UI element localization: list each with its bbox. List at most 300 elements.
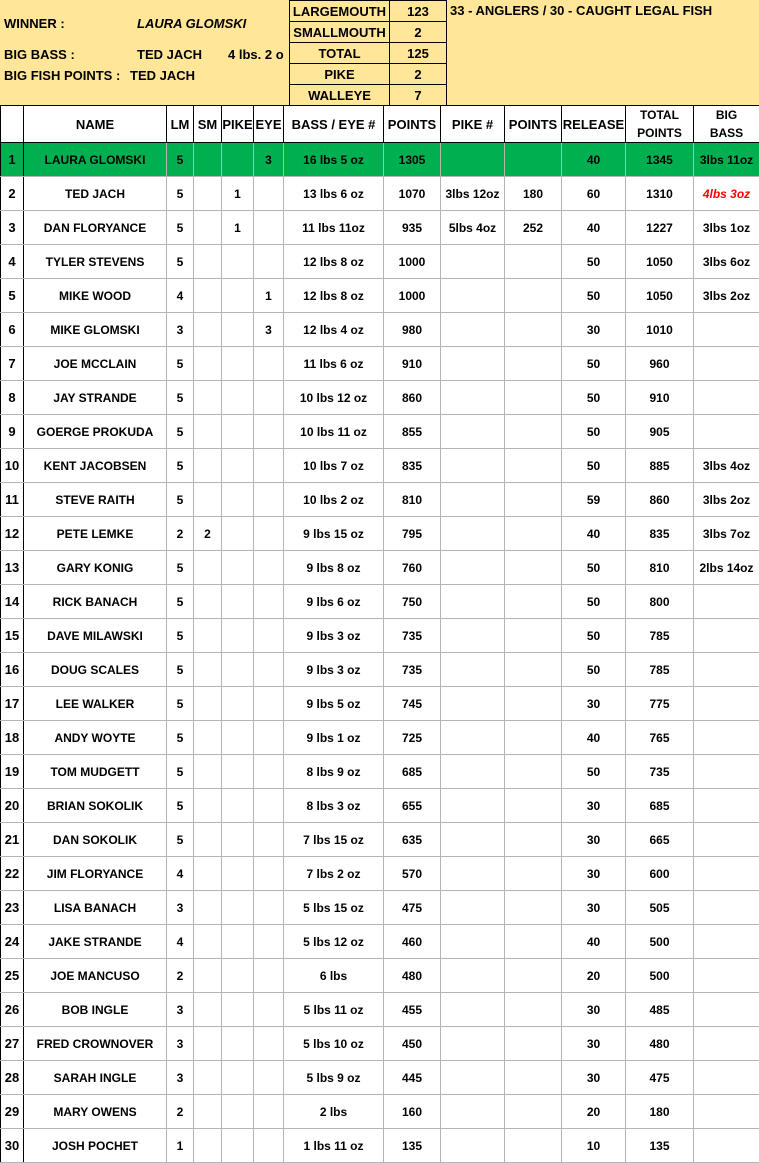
release-cell: 50 <box>562 347 626 381</box>
pike-weight-cell <box>441 415 505 449</box>
angler-name-cell: GARY KONIG <box>24 551 167 585</box>
eye-count-cell <box>254 755 284 789</box>
pike-weight-cell <box>441 279 505 313</box>
total-points-cell: 775 <box>626 687 694 721</box>
pike-count-cell <box>222 143 254 177</box>
total-points-cell: 765 <box>626 721 694 755</box>
sm-cell <box>194 177 222 211</box>
points-cell: 450 <box>384 1027 441 1061</box>
table-row <box>1 551 759 585</box>
big-bass-cell <box>694 823 759 857</box>
bass-weight-cell: 9 lbs 3 oz <box>284 653 384 687</box>
bass-weight-cell: 5 lbs 9 oz <box>284 1061 384 1095</box>
sm-cell <box>194 959 222 993</box>
eye-count-cell <box>254 891 284 925</box>
pike-points-cell <box>505 279 562 313</box>
pike-weight-cell <box>441 721 505 755</box>
pike-count-cell <box>222 755 254 789</box>
lm-cell: 5 <box>167 619 194 653</box>
bass-weight-cell: 11 lbs 6 oz <box>284 347 384 381</box>
rank-cell: 25 <box>1 959 24 993</box>
lm-cell: 4 <box>167 279 194 313</box>
rank-header <box>1 106 24 143</box>
eye-count-cell <box>254 449 284 483</box>
sm-cell <box>194 619 222 653</box>
table-row <box>1 925 759 959</box>
eye-count-cell <box>254 959 284 993</box>
points-cell: 685 <box>384 755 441 789</box>
summary-label: WALLEYE <box>290 85 390 106</box>
summary-label: LARGEMOUTH <box>290 1 390 22</box>
release-cell: 10 <box>562 1129 626 1163</box>
total-points-cell: 835 <box>626 517 694 551</box>
rank-cell: 24 <box>1 925 24 959</box>
table-row <box>1 1027 759 1061</box>
release-cell: 50 <box>562 279 626 313</box>
total-points-cell: 600 <box>626 857 694 891</box>
release-cell: 30 <box>562 313 626 347</box>
eye-count-cell <box>254 381 284 415</box>
angler-name-cell: PETE LEMKE <box>24 517 167 551</box>
points-cell: 760 <box>384 551 441 585</box>
table-row <box>1 1061 759 1095</box>
table-row <box>1 415 759 449</box>
lm-cell: 4 <box>167 925 194 959</box>
points-cell: 735 <box>384 619 441 653</box>
points-cell: 745 <box>384 687 441 721</box>
points-cell: 570 <box>384 857 441 891</box>
bass-eye-header: BASS / EYE # <box>284 106 384 143</box>
angler-name-cell: ANDY WOYTE <box>24 721 167 755</box>
pike-weight-cell <box>441 789 505 823</box>
rank-cell: 8 <box>1 381 24 415</box>
name-header: NAME <box>24 106 167 143</box>
angler-name-cell: LEE WALKER <box>24 687 167 721</box>
bass-weight-cell: 9 lbs 6 oz <box>284 585 384 619</box>
release-cell: 30 <box>562 891 626 925</box>
angler-name-cell: JOSH POCHET <box>24 1129 167 1163</box>
big-fish-points-label: BIG FISH POINTS : <box>4 68 120 83</box>
release-cell: 30 <box>562 993 626 1027</box>
total-points-cell: 685 <box>626 789 694 823</box>
points-cell: 795 <box>384 517 441 551</box>
total-points-header-line2: POINTS <box>637 126 682 140</box>
summary-row-largemouth <box>290 1 447 22</box>
total-points-cell: 480 <box>626 1027 694 1061</box>
big-bass-cell <box>694 381 759 415</box>
release-header: RELEASE <box>562 106 626 143</box>
pike-weight-cell <box>441 653 505 687</box>
sm-cell <box>194 823 222 857</box>
eye-count-cell: 3 <box>254 143 284 177</box>
eye-count-cell <box>254 483 284 517</box>
summary-row-pike <box>290 64 447 85</box>
pike-weight-cell <box>441 483 505 517</box>
lm-cell: 5 <box>167 585 194 619</box>
rank-cell: 12 <box>1 517 24 551</box>
pike-points-cell <box>505 1027 562 1061</box>
release-cell: 40 <box>562 925 626 959</box>
table-row <box>1 143 759 177</box>
pike-count-cell <box>222 993 254 1027</box>
table-row <box>1 653 759 687</box>
pike-weight-cell <box>441 925 505 959</box>
points-cell: 855 <box>384 415 441 449</box>
rank-cell: 30 <box>1 1129 24 1163</box>
lm-cell: 3 <box>167 1027 194 1061</box>
pike-points-cell <box>505 925 562 959</box>
total-points-cell: 500 <box>626 959 694 993</box>
points-cell: 750 <box>384 585 441 619</box>
total-points-cell: 485 <box>626 993 694 1027</box>
pike-weight-cell <box>441 143 505 177</box>
bass-weight-cell: 5 lbs 12 oz <box>284 925 384 959</box>
release-cell: 50 <box>562 653 626 687</box>
sm-cell <box>194 449 222 483</box>
sm-cell <box>194 721 222 755</box>
eye-count-cell <box>254 347 284 381</box>
bass-weight-cell: 13 lbs 6 oz <box>284 177 384 211</box>
bass-weight-cell: 8 lbs 3 oz <box>284 789 384 823</box>
total-points-cell: 500 <box>626 925 694 959</box>
total-points-cell: 475 <box>626 1061 694 1095</box>
angler-name-cell: MARY OWENS <box>24 1095 167 1129</box>
eye-count-cell <box>254 211 284 245</box>
results-header-row <box>1 106 759 143</box>
sm-cell <box>194 585 222 619</box>
pike-count-cell <box>222 551 254 585</box>
eye-count-cell <box>254 619 284 653</box>
total-points-cell: 910 <box>626 381 694 415</box>
angler-name-cell: TOM MUDGETT <box>24 755 167 789</box>
angler-name-cell: BRIAN SOKOLIK <box>24 789 167 823</box>
points-cell: 1000 <box>384 279 441 313</box>
total-points-cell: 785 <box>626 653 694 687</box>
pike-weight-cell <box>441 1027 505 1061</box>
pike-weight-cell <box>441 857 505 891</box>
table-row <box>1 313 759 347</box>
pike-count-cell <box>222 415 254 449</box>
pike-weight-cell <box>441 619 505 653</box>
pike-count-cell <box>222 449 254 483</box>
big-bass-header-line2: BASS <box>710 126 743 140</box>
big-bass-cell <box>694 721 759 755</box>
angler-name-cell: MIKE GLOMSKI <box>24 313 167 347</box>
angler-name-cell: DAVE MILAWSKI <box>24 619 167 653</box>
eye-count-cell <box>254 925 284 959</box>
pike-points-cell <box>505 1095 562 1129</box>
total-points-header <box>626 106 694 143</box>
release-cell: 50 <box>562 585 626 619</box>
rank-cell: 22 <box>1 857 24 891</box>
big-bass-cell <box>694 347 759 381</box>
pike-points-cell <box>505 415 562 449</box>
catch-summary-table <box>289 0 447 105</box>
release-cell: 60 <box>562 177 626 211</box>
results-header <box>0 0 759 105</box>
sm-cell <box>194 789 222 823</box>
bass-weight-cell: 7 lbs 15 oz <box>284 823 384 857</box>
total-points-header-line1: TOTAL <box>640 108 679 122</box>
total-points-cell: 1010 <box>626 313 694 347</box>
points-header: POINTS <box>384 106 441 143</box>
angler-name-cell: TED JACH <box>24 177 167 211</box>
rank-cell: 18 <box>1 721 24 755</box>
table-row <box>1 619 759 653</box>
rank-cell: 17 <box>1 687 24 721</box>
angler-name-cell: GOERGE PROKUDA <box>24 415 167 449</box>
table-row <box>1 483 759 517</box>
rank-cell: 10 <box>1 449 24 483</box>
big-bass-cell <box>694 925 759 959</box>
big-bass-cell: 3lbs 1oz <box>694 211 759 245</box>
table-row <box>1 517 759 551</box>
pike-weight-cell <box>441 993 505 1027</box>
release-cell: 40 <box>562 517 626 551</box>
pike-points-cell <box>505 1129 562 1163</box>
sm-cell <box>194 891 222 925</box>
eye-count-cell <box>254 653 284 687</box>
summary-value: 2 <box>390 22 447 43</box>
rank-cell: 20 <box>1 789 24 823</box>
summary-row-smallmouth <box>290 22 447 43</box>
total-points-cell: 785 <box>626 619 694 653</box>
bass-weight-cell: 5 lbs 11 oz <box>284 993 384 1027</box>
pike-weight-cell <box>441 313 505 347</box>
lm-cell: 5 <box>167 823 194 857</box>
sm-cell <box>194 1061 222 1095</box>
eye-count-cell <box>254 789 284 823</box>
rank-cell: 4 <box>1 245 24 279</box>
bass-weight-cell: 16 lbs 5 oz <box>284 143 384 177</box>
sm-cell <box>194 1129 222 1163</box>
lm-cell: 2 <box>167 517 194 551</box>
sm-cell <box>194 925 222 959</box>
eye-count-cell <box>254 517 284 551</box>
eye-count-cell: 3 <box>254 313 284 347</box>
angler-name-cell: JOE MANCUSO <box>24 959 167 993</box>
points-cell: 135 <box>384 1129 441 1163</box>
total-points-cell: 905 <box>626 415 694 449</box>
bass-weight-cell: 5 lbs 15 oz <box>284 891 384 925</box>
total-points-cell: 800 <box>626 585 694 619</box>
total-points-cell: 1310 <box>626 177 694 211</box>
angler-name-cell: LISA BANACH <box>24 891 167 925</box>
pike-weight-cell <box>441 823 505 857</box>
total-points-cell: 665 <box>626 823 694 857</box>
total-points-cell: 1345 <box>626 143 694 177</box>
pike-points-cell <box>505 653 562 687</box>
summary-row-total <box>290 43 447 64</box>
points-cell: 1305 <box>384 143 441 177</box>
eye-count-cell <box>254 993 284 1027</box>
lm-cell: 3 <box>167 891 194 925</box>
table-row <box>1 279 759 313</box>
summary-value: 125 <box>390 43 447 64</box>
angler-name-cell: JAKE STRANDE <box>24 925 167 959</box>
angler-name-cell: BOB INGLE <box>24 993 167 1027</box>
lm-cell: 5 <box>167 721 194 755</box>
eye-count-cell <box>254 551 284 585</box>
big-bass-cell <box>694 959 759 993</box>
pike-weight-cell <box>441 891 505 925</box>
big-bass-cell <box>694 313 759 347</box>
lm-cell: 5 <box>167 347 194 381</box>
big-bass-header <box>694 106 759 143</box>
table-row <box>1 959 759 993</box>
sm-cell <box>194 551 222 585</box>
total-points-cell: 135 <box>626 1129 694 1163</box>
rank-cell: 19 <box>1 755 24 789</box>
angler-name-cell: TYLER STEVENS <box>24 245 167 279</box>
release-cell: 40 <box>562 143 626 177</box>
lm-cell: 3 <box>167 1061 194 1095</box>
angler-name-cell: JIM FLORYANCE <box>24 857 167 891</box>
rank-cell: 15 <box>1 619 24 653</box>
total-points-cell: 960 <box>626 347 694 381</box>
release-cell: 30 <box>562 1027 626 1061</box>
rank-cell: 27 <box>1 1027 24 1061</box>
rank-cell: 26 <box>1 993 24 1027</box>
pike-points-cell <box>505 789 562 823</box>
release-cell: 50 <box>562 381 626 415</box>
pike-header: PIKE <box>222 106 254 143</box>
bass-weight-cell: 12 lbs 8 oz <box>284 245 384 279</box>
big-bass-cell <box>694 1061 759 1095</box>
pike-count-cell <box>222 687 254 721</box>
release-cell: 50 <box>562 449 626 483</box>
bass-weight-cell: 10 lbs 7 oz <box>284 449 384 483</box>
big-bass-cell: 3lbs 2oz <box>694 279 759 313</box>
points-cell: 635 <box>384 823 441 857</box>
results-table <box>0 105 759 1163</box>
sm-cell <box>194 143 222 177</box>
pike-points-cell <box>505 313 562 347</box>
pike-points-cell <box>505 449 562 483</box>
lm-cell: 5 <box>167 211 194 245</box>
release-cell: 50 <box>562 619 626 653</box>
pike-weight-cell: 5lbs 4oz <box>441 211 505 245</box>
release-cell: 50 <box>562 551 626 585</box>
sm-cell: 2 <box>194 517 222 551</box>
big-bass-cell <box>694 1095 759 1129</box>
pike-points-cell <box>505 143 562 177</box>
total-points-cell: 735 <box>626 755 694 789</box>
release-cell: 30 <box>562 857 626 891</box>
pike-points-cell: 180 <box>505 177 562 211</box>
points-cell: 460 <box>384 925 441 959</box>
summary-value: 7 <box>390 85 447 106</box>
total-points-cell: 505 <box>626 891 694 925</box>
angler-name-cell: DAN SOKOLIK <box>24 823 167 857</box>
summary-label: PIKE <box>290 64 390 85</box>
big-bass-cell: 3lbs 2oz <box>694 483 759 517</box>
table-row <box>1 891 759 925</box>
pike-points-cell <box>505 517 562 551</box>
pike-count-cell <box>222 1129 254 1163</box>
eye-count-cell <box>254 1061 284 1095</box>
pike-weight-cell <box>441 687 505 721</box>
pike-count-cell <box>222 245 254 279</box>
sm-cell <box>194 483 222 517</box>
bass-weight-cell: 9 lbs 5 oz <box>284 687 384 721</box>
lm-cell: 3 <box>167 313 194 347</box>
points-cell: 455 <box>384 993 441 1027</box>
pike-points-cell <box>505 891 562 925</box>
angler-name-cell: STEVE RAITH <box>24 483 167 517</box>
lm-cell: 5 <box>167 449 194 483</box>
pike-count-cell <box>222 1095 254 1129</box>
table-row <box>1 823 759 857</box>
big-bass-cell <box>694 619 759 653</box>
sm-cell <box>194 1027 222 1061</box>
total-points-cell: 885 <box>626 449 694 483</box>
release-cell: 40 <box>562 211 626 245</box>
table-row <box>1 993 759 1027</box>
pike-count-cell <box>222 891 254 925</box>
release-cell: 30 <box>562 823 626 857</box>
big-bass-cell <box>694 653 759 687</box>
pike-count-cell <box>222 857 254 891</box>
lm-cell: 1 <box>167 1129 194 1163</box>
eye-header: EYE <box>254 106 284 143</box>
sm-cell <box>194 857 222 891</box>
release-cell: 59 <box>562 483 626 517</box>
big-bass-cell <box>694 789 759 823</box>
table-row <box>1 449 759 483</box>
pike-weight-cell <box>441 551 505 585</box>
release-cell: 50 <box>562 245 626 279</box>
table-row <box>1 245 759 279</box>
bass-weight-cell: 11 lbs 11oz <box>284 211 384 245</box>
pike-weight-cell <box>441 449 505 483</box>
pike-count-cell <box>222 313 254 347</box>
bass-weight-cell: 6 lbs <box>284 959 384 993</box>
pike-weight-cell: 3lbs 12oz <box>441 177 505 211</box>
rank-cell: 16 <box>1 653 24 687</box>
bass-weight-cell: 12 lbs 4 oz <box>284 313 384 347</box>
angler-name-cell: JOE MCCLAIN <box>24 347 167 381</box>
eye-count-cell: 1 <box>254 279 284 313</box>
big-bass-cell: 3lbs 6oz <box>694 245 759 279</box>
rank-cell: 5 <box>1 279 24 313</box>
total-points-cell: 810 <box>626 551 694 585</box>
pike-points-cell <box>505 959 562 993</box>
rank-cell: 29 <box>1 1095 24 1129</box>
pike-weight-cell <box>441 381 505 415</box>
big-bass-cell <box>694 415 759 449</box>
big-bass-cell <box>694 1027 759 1061</box>
pike-points-cell <box>505 755 562 789</box>
lm-cell: 5 <box>167 483 194 517</box>
anglers-count-text: 33 - ANGLERS / 30 - CAUGHT LEGAL FISH <box>450 3 712 18</box>
release-cell: 20 <box>562 1095 626 1129</box>
pike-points-cell <box>505 1061 562 1095</box>
pike-weight-cell <box>441 517 505 551</box>
sm-cell <box>194 755 222 789</box>
points-cell: 860 <box>384 381 441 415</box>
lm-cell: 4 <box>167 857 194 891</box>
lm-cell: 2 <box>167 959 194 993</box>
eye-count-cell <box>254 585 284 619</box>
pike-points-cell <box>505 245 562 279</box>
lm-header: LM <box>167 106 194 143</box>
big-bass-cell: 3lbs 11oz <box>694 143 759 177</box>
table-row <box>1 347 759 381</box>
pike-points-header: POINTS <box>505 106 562 143</box>
rank-cell: 14 <box>1 585 24 619</box>
lm-cell: 5 <box>167 789 194 823</box>
